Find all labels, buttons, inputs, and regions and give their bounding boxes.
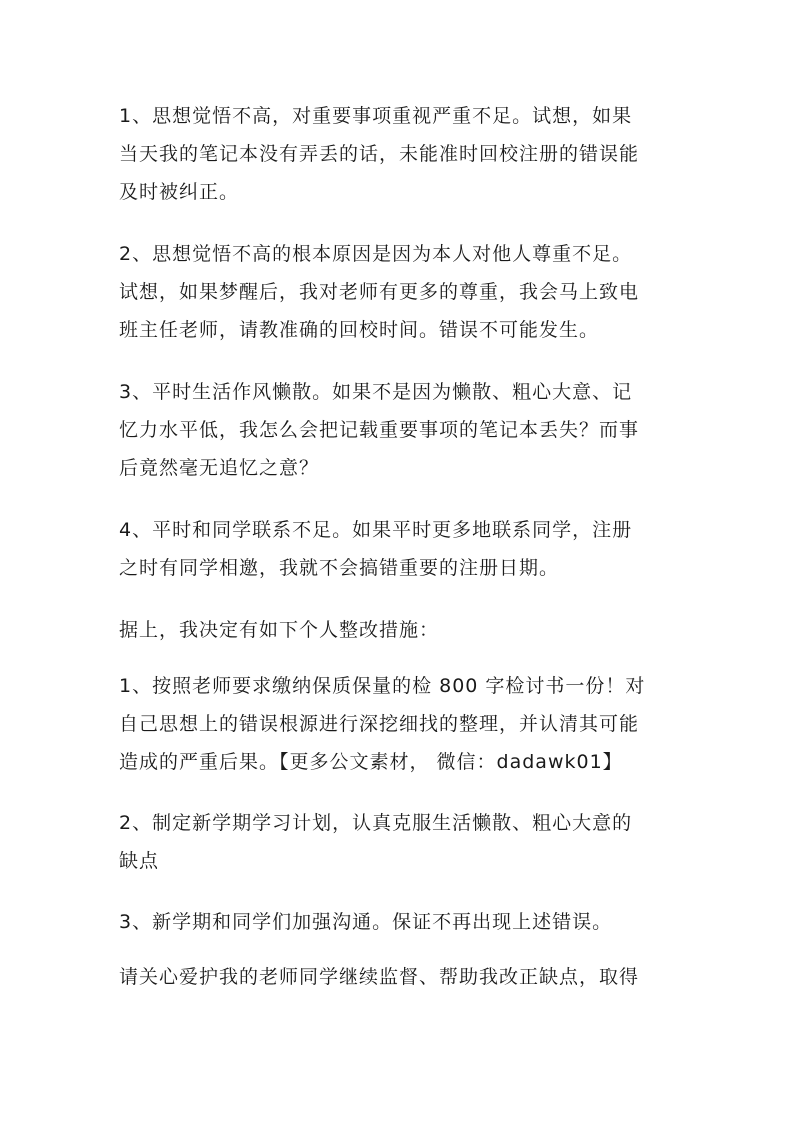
text-line: 4、平时和同学联系不足。如果平时更多地联系同学，注册 bbox=[119, 519, 633, 541]
text-line: 之时有同学相邀，我就不会搞错重要的注册日期。 bbox=[119, 557, 560, 579]
paragraph-reason-1 bbox=[119, 97, 679, 211]
text-line: 2、思想觉悟不高的根本原因是因为本人对他人尊重不足。 bbox=[119, 243, 633, 265]
text-line: 及时被纠正。 bbox=[119, 181, 240, 203]
text-line: 自己思想上的错误根源进行深挖细找的整理，并认清其可能 bbox=[119, 713, 640, 735]
text-line: 后竟然毫无追忆之意？ bbox=[119, 457, 320, 479]
paragraph-closing bbox=[119, 958, 679, 996]
text-line: 请关心爱护我的老师同学继续监督、帮助我改正缺点，取得 bbox=[119, 966, 640, 988]
text-line: 1、按照老师要求缴纳保质保量的检 800 字检讨书一份！对 bbox=[119, 675, 646, 697]
text-line: 3、新学期和同学们加强沟通。保证不再出现上述错误。 bbox=[119, 911, 613, 933]
paragraph-measure-3 bbox=[119, 903, 679, 941]
text-line: 2、制定新学期学习计划，认真克服生活懒散、粗心大意的 bbox=[119, 812, 633, 834]
text-line: 据上，我决定有如下个人整改措施： bbox=[119, 619, 440, 641]
text-line: 班主任老师，请教准确的回校时间。错误不可能发生。 bbox=[119, 319, 600, 341]
paragraph-reason-4 bbox=[119, 511, 679, 587]
text-line: 当天我的笔记本没有弄丢的话，未能准时回校注册的错误能 bbox=[119, 143, 640, 165]
text-line: 缺点 bbox=[119, 850, 160, 872]
paragraph-reason-3 bbox=[119, 373, 679, 487]
paragraph-measures-intro bbox=[119, 611, 679, 649]
text-line: 1、思想觉悟不高，对重要事项重视严重不足。试想，如果 bbox=[119, 105, 633, 127]
text-line: 试想，如果梦醒后，我对老师有更多的尊重，我会马上致电 bbox=[119, 281, 640, 303]
paragraph-measure-1 bbox=[119, 667, 679, 781]
paragraph-reason-2 bbox=[119, 235, 679, 349]
text-line: 3、平时生活作风懒散。如果不是因为懒散、粗心大意、记 bbox=[119, 381, 633, 403]
text-line: 造成的严重后果。【更多公文素材， 微信：dadawk01】 bbox=[119, 751, 623, 773]
text-line: 忆力水平低，我怎么会把记载重要事项的笔记本丢失？而事 bbox=[119, 419, 640, 441]
paragraph-measure-2 bbox=[119, 804, 679, 880]
